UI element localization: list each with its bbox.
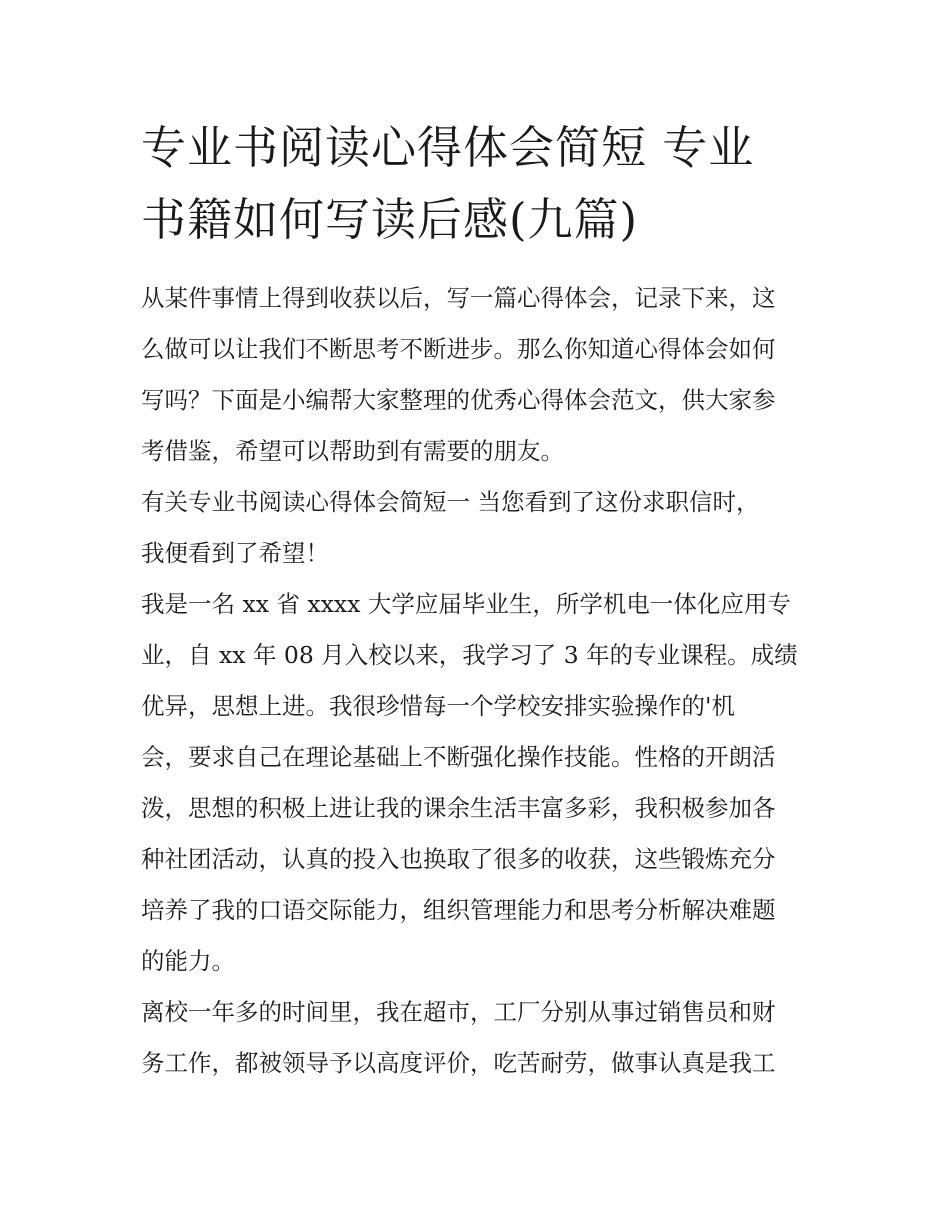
text-line: 离校一年多的时间里，我在超市，工厂分别从事过销售员和财 — [141, 998, 776, 1026]
text-line: 优异，思想上进。我很珍惜每一个学校安排实验操作的'机 — [141, 692, 735, 720]
text-line: 的能力。 — [141, 947, 235, 975]
title-line: 专业书阅读心得体会简短 专业 — [141, 121, 755, 174]
text-line: 有关专业书阅读心得体会简短一 当您看到了这份求职信时， — [141, 488, 760, 516]
paragraph-work-experience — [141, 987, 813, 1089]
text-line: 考借鉴，希望可以帮助到有需要的朋友。 — [141, 437, 564, 465]
text-line: 从某件事情上得到收获以后，写一篇心得体会，记录下来，这 — [141, 284, 776, 312]
text-line: 我是一名 xx 省 xxxx 大学应届毕业生，所学机电一体化应用专 — [141, 590, 791, 618]
text-line: 么做可以让我们不断思考不断进步。那么你知道心得体会如何 — [141, 335, 776, 363]
text-line: 泼，思想的积极上进让我的课余生活丰富多彩，我积极参加各 — [141, 794, 776, 822]
paragraph-intro — [141, 273, 813, 477]
text-line: 业，自 xx 年 08 月入校以来，我学习了 3 年的专业课程。成绩 — [141, 641, 798, 669]
document-body — [141, 273, 813, 1089]
paragraph-section-one-heading — [141, 477, 813, 579]
text-line: 我便看到了希望！ — [141, 539, 329, 567]
text-line: 会，要求自己在理论基础上不断强化操作技能。性格的开朗活 — [141, 743, 776, 771]
text-line: 务工作，都被领导予以高度评价，吃苦耐劳，做事认真是我工 — [141, 1049, 776, 1077]
document-title — [141, 112, 813, 256]
text-line: 写吗？下面是小编帮大家整理的优秀心得体会范文，供大家参 — [141, 386, 776, 414]
text-line: 培养了我的口语交际能力，组织管理能力和思考分析解决难题 — [141, 896, 776, 924]
text-line: 种社团活动，认真的投入也换取了很多的收获，这些锻炼充分 — [141, 845, 776, 873]
document-content — [141, 112, 813, 1089]
title-line: 书籍如何写读后感(九篇) — [141, 193, 639, 246]
paragraph-self-introduction — [141, 579, 813, 987]
